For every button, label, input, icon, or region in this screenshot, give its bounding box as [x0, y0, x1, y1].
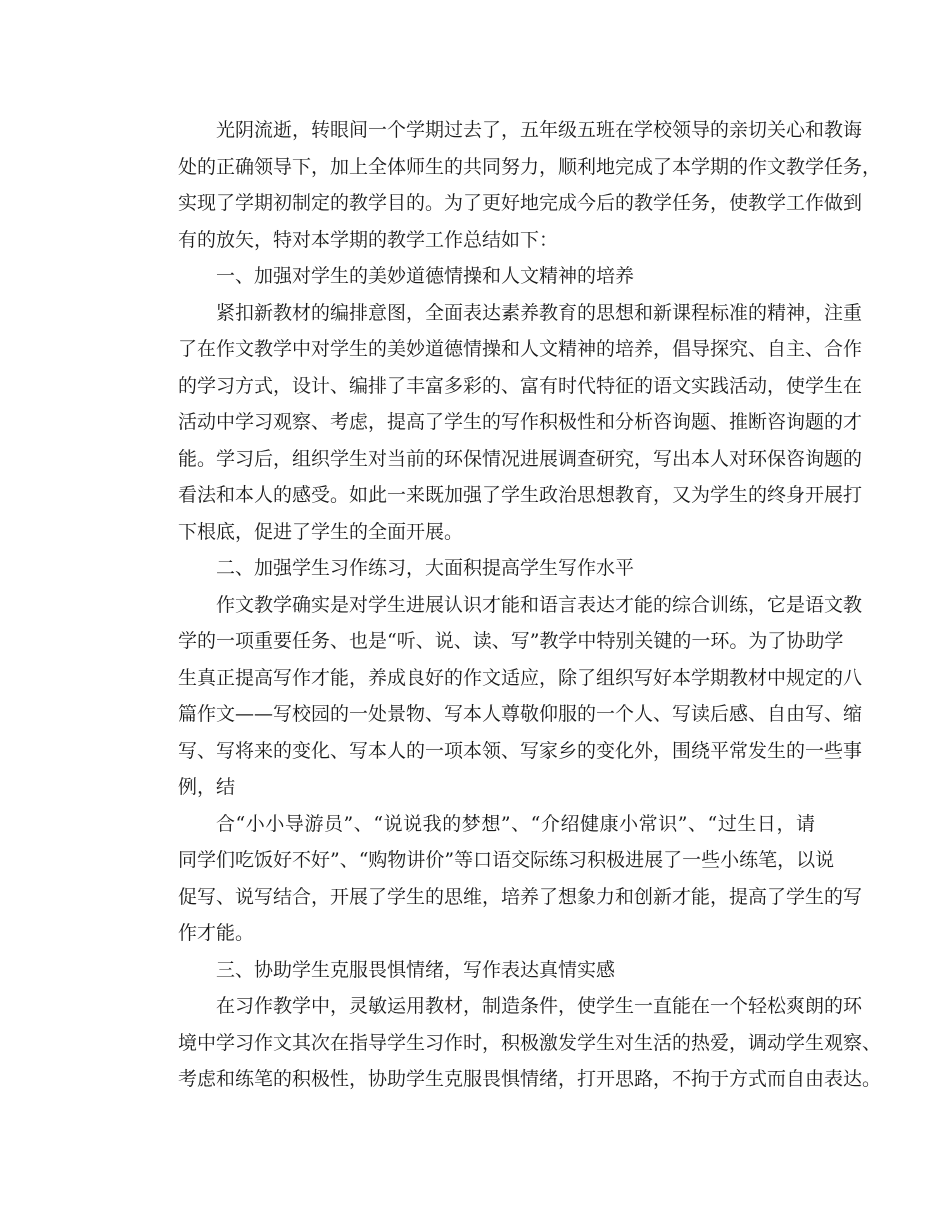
text-line: 了在作文教学中对学生的美妙道德情操和人文精神的培养，倡导探究、自主、合作: [178, 338, 863, 360]
text-line: 促写、说写结合，开展了学生的思维，培养了想象力和创新才能，提高了学生的写: [178, 885, 863, 908]
section-heading: [140, 550, 815, 587]
text-line: 能。学习后，组织学生对当前的环保情况进展调查研究，写出本人对环保咨询题的: [178, 447, 863, 470]
section-heading: [140, 258, 815, 295]
text-line: 看法和本人的感受。如此一来既加强了学生政治思想教育，又为学生的终身开展打: [178, 484, 863, 506]
text-line: 三、协助学生克服畏惧情绪，写作表达真情实感: [216, 958, 616, 981]
body-paragraph: [140, 988, 882, 1098]
text-line: 在习作教学中，灵敏运用教材，制造条件，使学生一直能在一个轻松爽朗的环: [216, 995, 863, 1017]
body-paragraph: [140, 112, 882, 258]
text-line: 一、加强对学生的美妙道德情操和人文精神的培养: [216, 265, 635, 287]
section-heading: [140, 952, 815, 989]
body-paragraph: [140, 806, 863, 952]
text-line: 作才能。: [178, 922, 255, 944]
document-body: [140, 112, 882, 1098]
text-line: 考虑和练笔的积极性，协助学生克服畏惧情绪，打开思路，不拘于方式而自由表达。: [178, 1068, 882, 1090]
text-line: 生真正提高写作才能，养成良好的作文适应，除了组织写好本学期教材中规定的八: [178, 666, 863, 689]
text-line: 光阴流逝，转眼间一个学期过去了，五年级五班在学校领导的亲切关心和教诲: [216, 119, 863, 141]
text-line: 有的放矢，特对本学期的教学工作总结如下：: [178, 228, 559, 251]
text-line: 例，结: [178, 776, 236, 798]
text-line: 实现了学期初制定的教学目的。为了更好地完成今后的教学任务，使教学工作做到: [178, 192, 863, 214]
text-line: 境中学习作文其次在指导学生习作时，积极激发学生对生活的热爱，调动学生观察、: [178, 1031, 882, 1054]
text-line: 下根底，促进了学生的全面开展。: [178, 520, 464, 543]
text-line: 篇作文——写校园的一处景物、写本人尊敬仰服的一个人、写读后感、自由写、缩: [178, 703, 863, 725]
text-line: 二、加强学生习作练习，大面积提高学生写作水平: [216, 557, 635, 579]
text-line: 处的正确领导下，加上全体师生的共同努力，顺利地完成了本学期的作文教学任务，: [178, 155, 882, 178]
body-paragraph: [140, 587, 863, 806]
text-line: 合“小小导游员”、“说说我的梦想”、“介绍健康小常识”、“过生日，请: [216, 812, 815, 835]
text-line: 活动中学习观察、考虑，提高了学生的写作积极性和分析咨询题、推断咨询题的才: [178, 411, 863, 433]
text-line: 学的一项重要任务、也是“听、说、读、写”教学中特别关键的一环。为了协助学: [178, 630, 844, 652]
text-line: 紧扣新教材的编排意图，全面表达素养教育的思想和新课程标准的精神，注重: [216, 301, 863, 324]
text-line: 写、写将来的变化、写本人的一项本领、写家乡的变化外，围绕平常发生的一些事: [178, 739, 863, 762]
text-line: 的学习方式，设计、编排了丰富多彩的、富有时代特征的语文实践活动，使学生在: [178, 374, 863, 397]
body-paragraph: [140, 295, 863, 551]
text-line: 同学们吃饭好不好”、“购物讲价”等口语交际练习积极进展了一些小练笔，以说: [178, 849, 835, 871]
text-line: 作文教学确实是对学生进展认识才能和语言表达才能的综合训练，它是语文教: [216, 593, 863, 616]
